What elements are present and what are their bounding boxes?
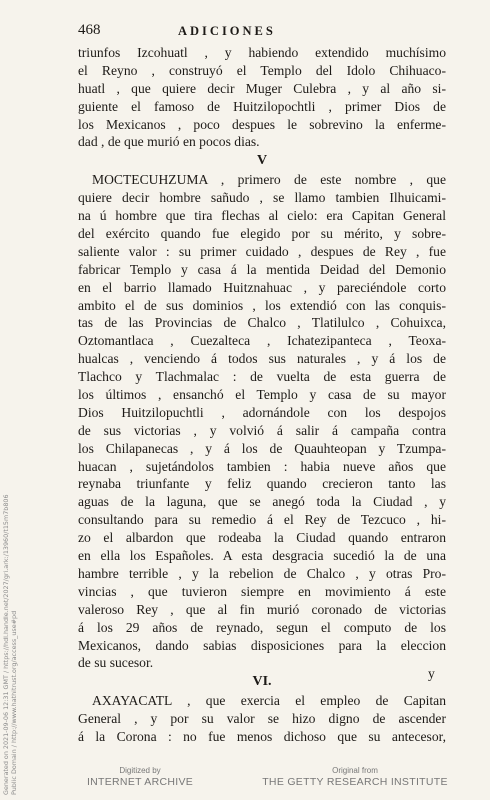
text-line: hambre terrible , y la rebelion de Chalco , y otras Pro- <box>78 565 446 581</box>
section-heading: V <box>256 153 268 169</box>
text-line: á la Corona : no fue menos dichoso que su antecesor, <box>78 729 446 745</box>
text-line: Dios Huitzilopuchtli , adornándole con los despojos <box>78 404 446 420</box>
body-text <box>78 44 446 746</box>
text-line: ambito el de sus dominios , los extendió con las conquis- <box>78 297 446 313</box>
text-line: aguas de la laguna, que se anegó toda la Ciudad , y <box>78 494 446 510</box>
text-line: el Reyno , construyó el Templo del Idolo Chihuaco- <box>78 62 446 78</box>
text-line: los últimos , ensanchó el Templo y casa de su mayor <box>78 387 446 403</box>
text-line: fabricar Templo y casa á la mentida Deidad del Demonio <box>78 261 446 277</box>
text-line: guiente el famoso de Huitzilopochtli , primer Dios de <box>78 98 446 114</box>
section-heading: VI. <box>252 674 272 690</box>
footer <box>0 760 490 800</box>
text-line: huatl , que quiere decir Muger Culebra , y al año si- <box>78 80 446 96</box>
text-line: en el barrio llamado Huitznahuac , y pareciéndole corto <box>78 279 446 295</box>
text-line: MOCTECUHZUMA , primero de este nombre , que <box>92 172 446 188</box>
text-line: Oztomantlaca , Cuezalteca , Ichatezipanteca , Teoxa- <box>78 333 446 349</box>
text-line: los Chilapanecas , y á los de Quauhteopan y Tzumpa- <box>78 440 446 456</box>
text-line: reynaba triunfante y feliz quando crecieron tanto las <box>78 476 446 492</box>
text-line: los Mexicanos , poco despues le sobrevino la enferme- <box>78 116 446 132</box>
text-line: zo el albardon que rodeaba la Ciudad quando entraron <box>78 530 446 546</box>
footer-right-small: Original from <box>332 766 378 775</box>
text-line: de sus victorias , y volvió á salir á campaña contra <box>78 422 446 438</box>
text-line: triunfos Izcohuatl , y habiendo extendido muchísimo <box>78 45 446 60</box>
text-line: tas de las Provincias de Chalco , Tlatilulco , Cohuixca, <box>78 315 446 331</box>
footer-left-big: INTERNET ARCHIVE <box>86 776 194 788</box>
text-line: hualcas , venciendo á todos sus naturales , y á los de <box>78 351 446 367</box>
page-number: 468 <box>78 22 101 38</box>
footer-left-small: Digitized by <box>119 766 161 775</box>
text-line: General , y por su valor se hizo digno de ascender <box>78 711 446 727</box>
text-line: á los 29 años de reynado, segun el computo de los <box>78 619 446 635</box>
text-line: Tlachco y Tlachmalac : de vuelta de esta guerra de <box>78 369 446 385</box>
footer-original-from <box>255 766 455 789</box>
text-line: valeroso Rey , que al fin murió coronado de victorias <box>78 601 446 617</box>
text-line: huacan , sujetándolos tambien : habia nueve años que <box>78 458 446 474</box>
page-header <box>78 22 448 42</box>
footer-right-big: THE GETTY RESEARCH INSTITUTE <box>262 776 448 788</box>
text-line: quiere decir hombre sañudo , se llamo tambien Ilhuicami- <box>78 190 446 206</box>
sidebar-line: Generated on 2021-09-06 12:31 GMT / https://hdl.handle.net/2027/gri.ark:/13960/t15m7b806 <box>2 494 10 795</box>
catchword: y <box>428 666 435 681</box>
text-line: dad , de que murió en pocos dias. <box>78 134 260 150</box>
text-line: del exército quando fue elegido por su mérito, y sobre- <box>78 226 446 242</box>
text-line: vincias , que tuvieron siempre en movimiento á este <box>78 583 446 599</box>
text-line: na ú hombre que tira flechas al cielo: era Capitan General <box>78 208 446 224</box>
sidebar-line: Public Domain / http://www.hathitrust.org/access_use#pd <box>10 610 18 795</box>
text-line: saliente valor : su primer cuidado , despues de Rey , fue <box>78 243 446 259</box>
digitization-sidebar <box>2 494 18 795</box>
text-line: en ella los Españoles. A esta desgracia sucedió la de una <box>78 548 446 564</box>
text-line: Mexicanos, dando sabias disposiciones para la eleccion <box>78 637 446 653</box>
text-line: consultando para su remedio á el Rey de Tezcuco , hi- <box>78 512 446 528</box>
footer-digitized-by <box>40 766 240 789</box>
text-line: AXAYACATL , que exercia el empleo de Capitan <box>92 693 446 709</box>
running-title: ADICIONES <box>178 24 276 38</box>
text-line: de su sucesor. <box>78 655 154 671</box>
